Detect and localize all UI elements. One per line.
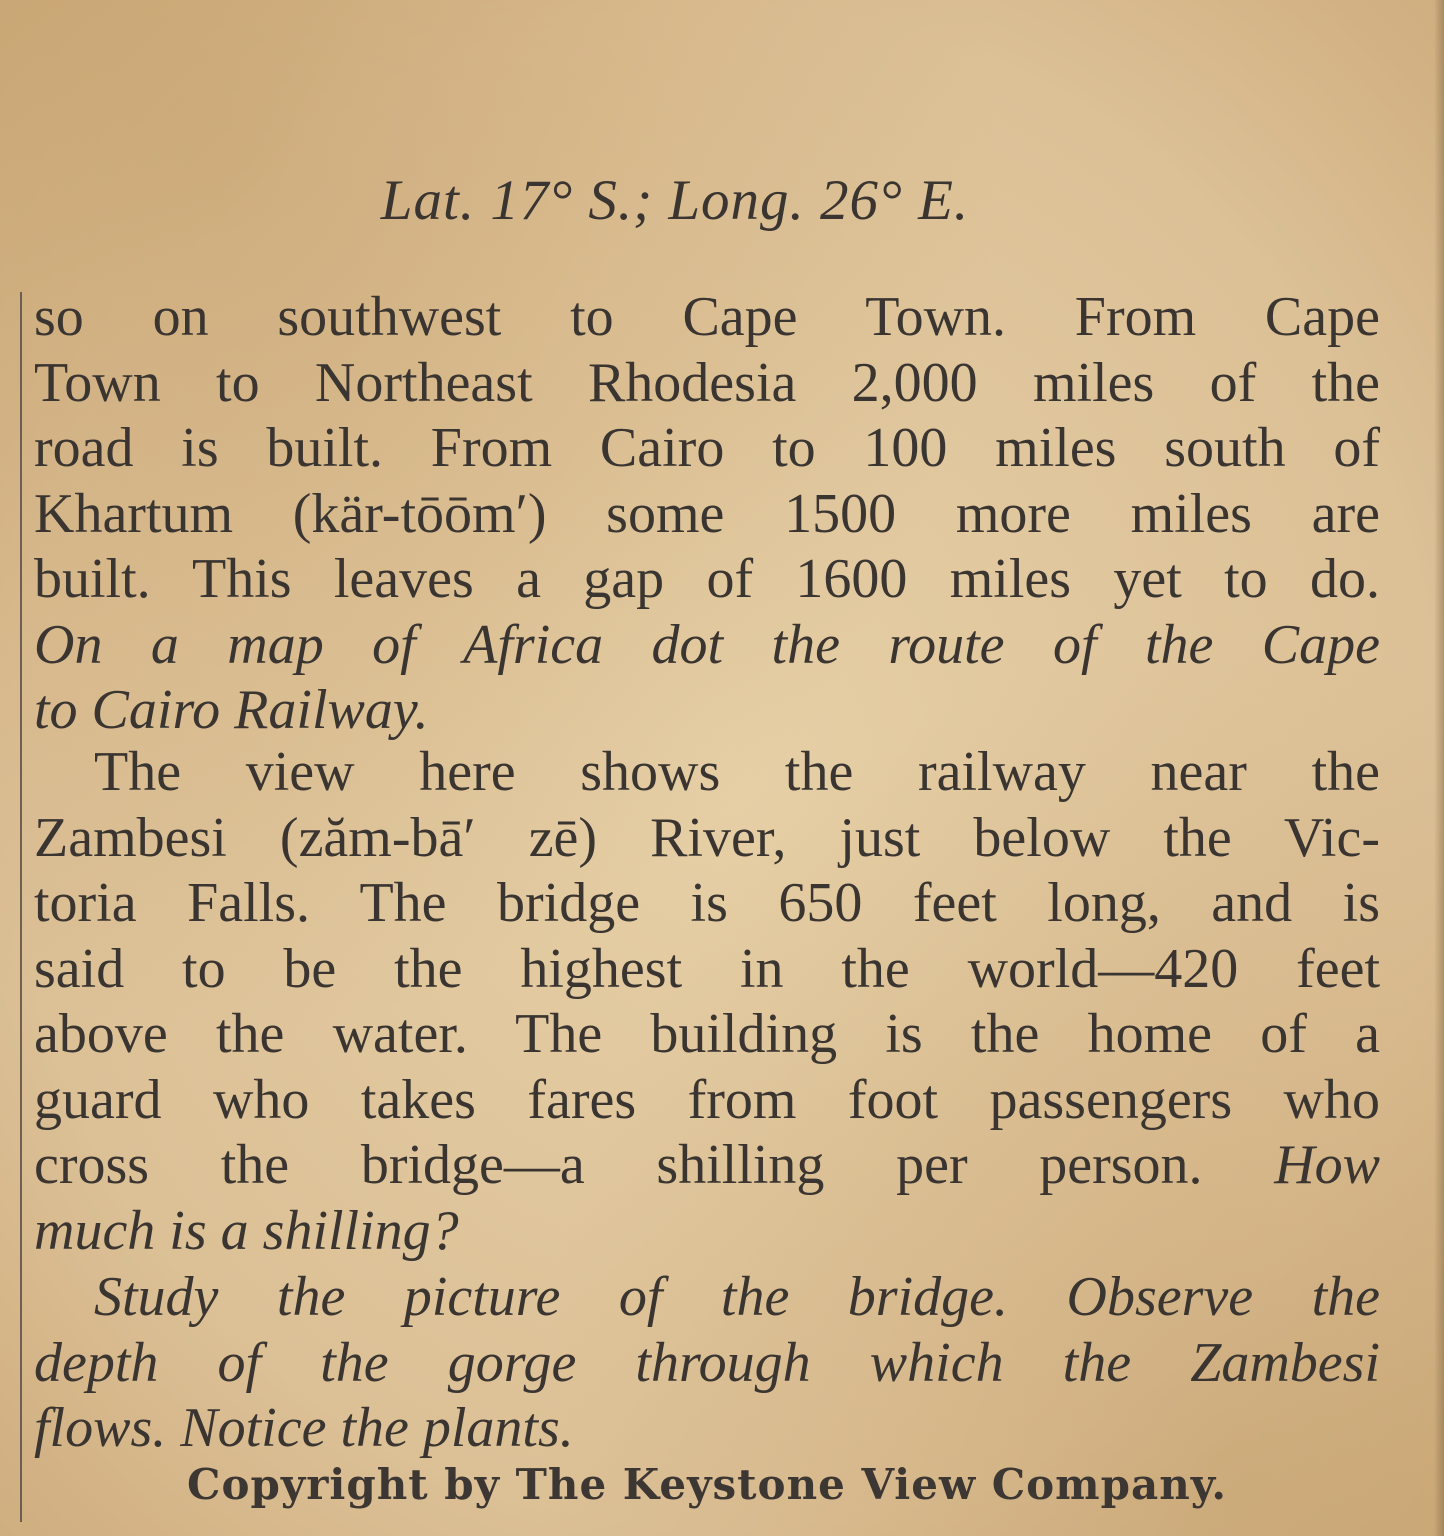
instruction-line: On a map of Africa dot the route of the Cape bbox=[34, 613, 1380, 676]
instruction-line: depth of the gorge through which the Zambesi bbox=[34, 1331, 1380, 1394]
text-line: The view here shows the railway near the bbox=[94, 741, 1380, 803]
instruction-line: Study the picture of the bridge. Observe the bbox=[94, 1266, 1380, 1328]
text-line: toria Falls. The bridge is 650 feet long, and is bbox=[34, 872, 1380, 934]
paragraph-railway-route bbox=[34, 285, 1380, 744]
text-line: said to be the highest in the world—420 feet bbox=[34, 937, 1380, 1000]
text-line: Khartum (kär-tōōm′) some 1500 more miles are bbox=[34, 482, 1380, 545]
copyright-notice: Copyright by The Keystone View Company. bbox=[187, 1460, 1227, 1509]
left-border-rule bbox=[20, 292, 22, 1522]
text-line: so on southwest to Cape Town. From Cape bbox=[34, 286, 1380, 348]
text-line: built. This leaves a gap of 1600 miles yet to do. bbox=[34, 548, 1380, 610]
text-line: Town to Northeast Rhodesia 2,000 miles of the bbox=[34, 351, 1380, 414]
paragraph-study-instructions bbox=[34, 1265, 1380, 1462]
card-edge-shadow bbox=[1434, 0, 1444, 1536]
text-line: Zambesi (zăm-bā′ zē) River, just below the Vic- bbox=[34, 806, 1380, 869]
instruction-line: flows. Notice the plants. bbox=[34, 1397, 574, 1459]
text-line: above the water. The building is the home of a bbox=[34, 1003, 1380, 1065]
question-start: How bbox=[1274, 1134, 1381, 1196]
question-line: much is a shilling? bbox=[34, 1199, 459, 1262]
text-plain-part: cross the bridge—a shilling per person. bbox=[34, 1134, 1203, 1196]
instruction-line: to Cairo Railway. bbox=[34, 679, 429, 741]
coordinates-heading: Lat. 17° S.; Long. 26° E. bbox=[380, 169, 970, 232]
text-line: road is built. From Cairo to 100 miles south of bbox=[34, 417, 1380, 479]
paragraph-bridge-description bbox=[34, 740, 1380, 1264]
text-line: guard who takes fares from foot passengers who bbox=[34, 1068, 1380, 1131]
text-line-mixed bbox=[34, 1133, 1380, 1199]
